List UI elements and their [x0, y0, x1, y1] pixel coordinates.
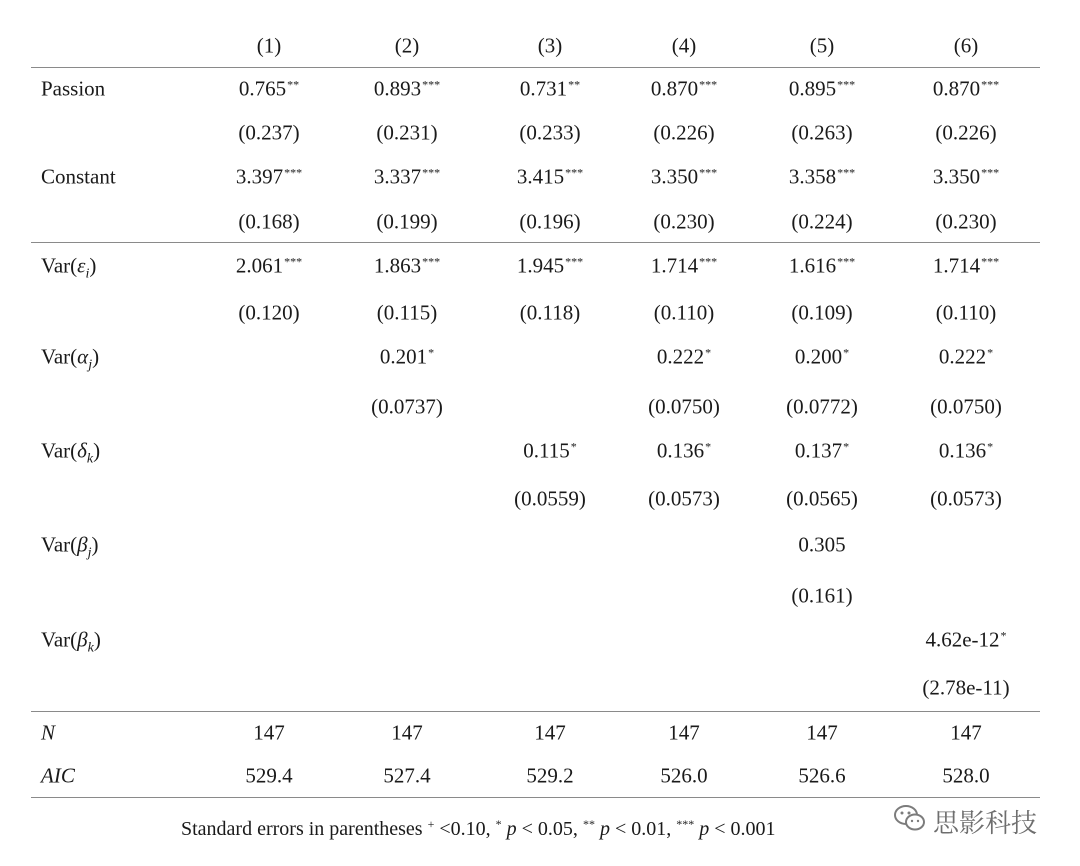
cell-value: 0.893 [373, 76, 422, 101]
table-cell [519, 120, 581, 145]
row-label-func: Var( [41, 344, 78, 369]
table-cell [935, 300, 997, 325]
significance-stars: * [570, 439, 577, 454]
cell-value: (0.226) [935, 120, 997, 145]
table-cell [798, 532, 846, 557]
table-cell [648, 394, 720, 419]
row-label [41, 253, 97, 282]
row-label-close: ) [93, 438, 101, 463]
table-cell [653, 120, 715, 145]
cell-value: 0.870 [932, 76, 981, 101]
row-label-func: Var( [41, 253, 78, 278]
cell-value: (0.0772) [786, 394, 858, 419]
cell-value: 529.4 [245, 763, 293, 788]
significance-stars: ** [568, 77, 581, 92]
cell-value: 3.397 [235, 164, 284, 189]
footnote-threshold-2: < 0.01, [609, 818, 677, 840]
cell-value: 147 [534, 720, 566, 745]
table-cell [925, 627, 1007, 652]
cell-value: (0.0573) [930, 486, 1002, 511]
significance-stars: * [843, 439, 850, 454]
significance-stars: * [987, 345, 994, 360]
row-label-symbol: β [77, 532, 88, 557]
table-cell [656, 344, 712, 369]
row-label-subscript: j [87, 545, 92, 561]
cell-value: 0.870 [650, 76, 699, 101]
cell-value: 0.137 [794, 438, 843, 463]
table-cell [648, 486, 720, 511]
cell-value: 147 [950, 720, 982, 745]
cell-value: 526.0 [660, 763, 708, 788]
table-cell [534, 720, 566, 745]
footnote-star-3: *** [676, 817, 695, 831]
table-cell [932, 253, 1000, 278]
column-header-4: (4) [671, 33, 697, 58]
footnote-plus-marker: + [427, 817, 435, 831]
table-cell [373, 164, 441, 189]
cell-value: (2.78e-11) [922, 675, 1010, 700]
table-cell [253, 720, 285, 745]
table-cell [516, 164, 584, 189]
table-rule-1 [31, 67, 1040, 68]
cell-value: 147 [253, 720, 285, 745]
row-label-symbol: α [77, 344, 89, 369]
significance-stars: *** [565, 165, 584, 180]
row-label: Passion [41, 76, 106, 101]
row-label: N [41, 720, 56, 745]
table-cell [238, 300, 300, 325]
significance-stars: *** [284, 165, 303, 180]
watermark [893, 803, 1037, 839]
cell-value: 0.305 [798, 532, 846, 557]
table-cell [791, 209, 853, 234]
table-cell [791, 583, 853, 608]
footnote-p-2: p [599, 818, 610, 840]
table-cell [514, 486, 586, 511]
table-cell [235, 253, 303, 278]
cell-value: (0.118) [519, 300, 581, 325]
cell-value: (0.0750) [930, 394, 1002, 419]
cell-value: 3.350 [932, 164, 981, 189]
cell-value: (0.0750) [648, 394, 720, 419]
row-label [41, 627, 101, 656]
table-cell [791, 300, 853, 325]
table-cell [794, 438, 850, 463]
table-cell [376, 209, 438, 234]
significance-stars: *** [422, 77, 441, 92]
cell-value: 0.115 [523, 438, 570, 463]
footnote-plus-text: <0.10, [434, 818, 496, 840]
significance-stars: *** [422, 254, 441, 269]
significance-stars: *** [699, 254, 718, 269]
table-cell [660, 763, 708, 788]
row-label: AIC [41, 763, 75, 788]
footnote-threshold-1: < 0.05, [516, 818, 583, 840]
significance-stars: *** [981, 165, 1000, 180]
table-footnote [181, 818, 776, 841]
cell-value: 0.136 [938, 438, 987, 463]
cell-value: (0.237) [238, 120, 300, 145]
cell-value: 1.863 [373, 253, 422, 278]
footnote-star-2: ** [582, 817, 595, 831]
cell-value: (0.226) [653, 120, 715, 145]
footnote-threshold-3: < 0.001 [709, 818, 776, 840]
significance-stars: *** [837, 254, 856, 269]
cell-value: 3.350 [650, 164, 699, 189]
table-rule-2 [31, 242, 1040, 243]
table-rule-4 [31, 797, 1040, 798]
table-cell [245, 763, 293, 788]
footnote-p-1: p [506, 818, 517, 840]
cell-value: 0.731 [519, 76, 568, 101]
column-header-2: (2) [394, 33, 420, 58]
table-cell [519, 76, 581, 101]
significance-stars: * [1000, 628, 1007, 643]
cell-value: (0.161) [791, 583, 853, 608]
cell-value: 527.4 [383, 763, 431, 788]
row-label-func: Var( [41, 627, 78, 652]
column-header-1: (1) [256, 33, 282, 58]
cell-value: (0.0559) [514, 486, 586, 511]
significance-stars: * [705, 345, 712, 360]
significance-stars: * [705, 439, 712, 454]
table-cell [519, 300, 581, 325]
cell-value: 0.201 [379, 344, 428, 369]
cell-value: 3.358 [788, 164, 837, 189]
table-cell [786, 486, 858, 511]
footnote-prefix: Standard errors in parentheses [181, 818, 428, 840]
wechat-icon [893, 803, 927, 840]
cell-value: (0.110) [935, 300, 997, 325]
table-cell [668, 720, 700, 745]
row-label-close: ) [92, 344, 100, 369]
row-label-subscript: i [85, 266, 90, 282]
cell-value: (0.263) [791, 120, 853, 145]
table-cell [950, 720, 982, 745]
table-cell [373, 253, 441, 278]
significance-stars: *** [284, 254, 303, 269]
table-cell [932, 76, 1000, 101]
row-label-close: ) [91, 532, 99, 557]
table-cell [238, 209, 300, 234]
table-cell [930, 394, 1002, 419]
cell-value: 147 [806, 720, 838, 745]
significance-stars: *** [422, 165, 441, 180]
table-cell [806, 720, 838, 745]
cell-value: (0.231) [376, 120, 438, 145]
table-cell [383, 763, 431, 788]
row-label-close: ) [93, 627, 101, 652]
cell-value: 529.2 [526, 763, 574, 788]
table-cell [650, 164, 718, 189]
table-cell [526, 763, 574, 788]
table-cell [794, 344, 850, 369]
cell-value: 147 [391, 720, 423, 745]
cell-value: (0.199) [376, 209, 438, 234]
row-label-symbol: β [77, 627, 88, 652]
table-cell [791, 120, 853, 145]
cell-value: (0.115) [376, 300, 438, 325]
table-cell [788, 76, 856, 101]
table-cell [238, 76, 300, 101]
row-label-func: Var( [41, 532, 78, 557]
cell-value: (0.110) [653, 300, 715, 325]
column-header-3: (3) [537, 33, 563, 58]
table-cell [935, 209, 997, 234]
row-label-symbol: ε [77, 253, 86, 278]
cell-value: (0.0737) [371, 394, 443, 419]
table-cell [391, 720, 423, 745]
table-cell [653, 300, 715, 325]
table-cell [932, 164, 1000, 189]
table-cell [788, 253, 856, 278]
column-header-5: (5) [809, 33, 835, 58]
table-cell [373, 76, 441, 101]
cell-value: 0.765 [238, 76, 287, 101]
table-cell [656, 438, 712, 463]
table-cell [519, 209, 581, 234]
significance-stars: ** [287, 77, 300, 92]
footnote-p-3: p [699, 818, 710, 840]
cell-value: 0.200 [794, 344, 843, 369]
cell-value: (0.230) [653, 209, 715, 234]
significance-stars: *** [981, 77, 1000, 92]
table-cell [788, 164, 856, 189]
table-cell [938, 438, 994, 463]
significance-stars: * [428, 345, 435, 360]
cell-value: (0.196) [519, 209, 581, 234]
row-label [41, 438, 101, 467]
cell-value: 1.945 [516, 253, 565, 278]
cell-value: 4.62e-12 [925, 627, 1000, 652]
table-cell [516, 253, 584, 278]
row-label-func: Var( [41, 438, 78, 463]
table-cell [786, 394, 858, 419]
table-cell [379, 344, 435, 369]
significance-stars: * [987, 439, 994, 454]
row-label [41, 532, 99, 561]
table-cell [935, 120, 997, 145]
significance-stars: *** [699, 77, 718, 92]
significance-stars: *** [837, 165, 856, 180]
table-cell [798, 763, 846, 788]
cell-value: (0.230) [935, 209, 997, 234]
table-cell [523, 438, 577, 463]
row-label [41, 344, 100, 373]
cell-value: 3.337 [373, 164, 422, 189]
cell-value: 0.222 [938, 344, 987, 369]
cell-value: 147 [668, 720, 700, 745]
cell-value: (0.120) [238, 300, 300, 325]
cell-value: (0.0573) [648, 486, 720, 511]
cell-value: 0.895 [788, 76, 837, 101]
table-cell [376, 300, 438, 325]
cell-value: 0.222 [656, 344, 705, 369]
cell-value: (0.109) [791, 300, 853, 325]
table-cell [922, 675, 1010, 700]
cell-value: 2.061 [235, 253, 284, 278]
row-label-symbol: δ [77, 438, 87, 463]
row-label-subscript: k [86, 451, 94, 467]
footnote-star-1: * [495, 817, 502, 831]
row-label-close: ) [89, 253, 97, 278]
table-cell [930, 486, 1002, 511]
row-label-subscript: k [87, 640, 94, 656]
column-header-6: (6) [953, 33, 979, 58]
row-label-subscript: j [88, 357, 93, 373]
table-cell [942, 763, 990, 788]
significance-stars: *** [837, 77, 856, 92]
significance-stars: *** [699, 165, 718, 180]
cell-value: 1.714 [650, 253, 699, 278]
watermark-text: 思影科技 [933, 808, 1038, 839]
cell-value: 526.6 [798, 763, 846, 788]
table-cell [376, 120, 438, 145]
table-cell [235, 164, 303, 189]
significance-stars: *** [981, 254, 1000, 269]
table-cell [371, 394, 443, 419]
table-cell [650, 76, 718, 101]
cell-value: 1.714 [932, 253, 981, 278]
cell-value: (0.168) [238, 209, 300, 234]
cell-value: (0.0565) [786, 486, 858, 511]
significance-stars: *** [565, 254, 584, 269]
table-cell [238, 120, 300, 145]
table-cell [653, 209, 715, 234]
row-label: Constant [41, 164, 116, 189]
table-rule-3 [31, 711, 1040, 712]
table-cell [938, 344, 994, 369]
cell-value: (0.233) [519, 120, 581, 145]
cell-value: 1.616 [788, 253, 837, 278]
cell-value: 3.415 [516, 164, 565, 189]
cell-value: (0.224) [791, 209, 853, 234]
cell-value: 0.136 [656, 438, 705, 463]
table-cell [650, 253, 718, 278]
cell-value: 528.0 [942, 763, 990, 788]
significance-stars: * [843, 345, 850, 360]
